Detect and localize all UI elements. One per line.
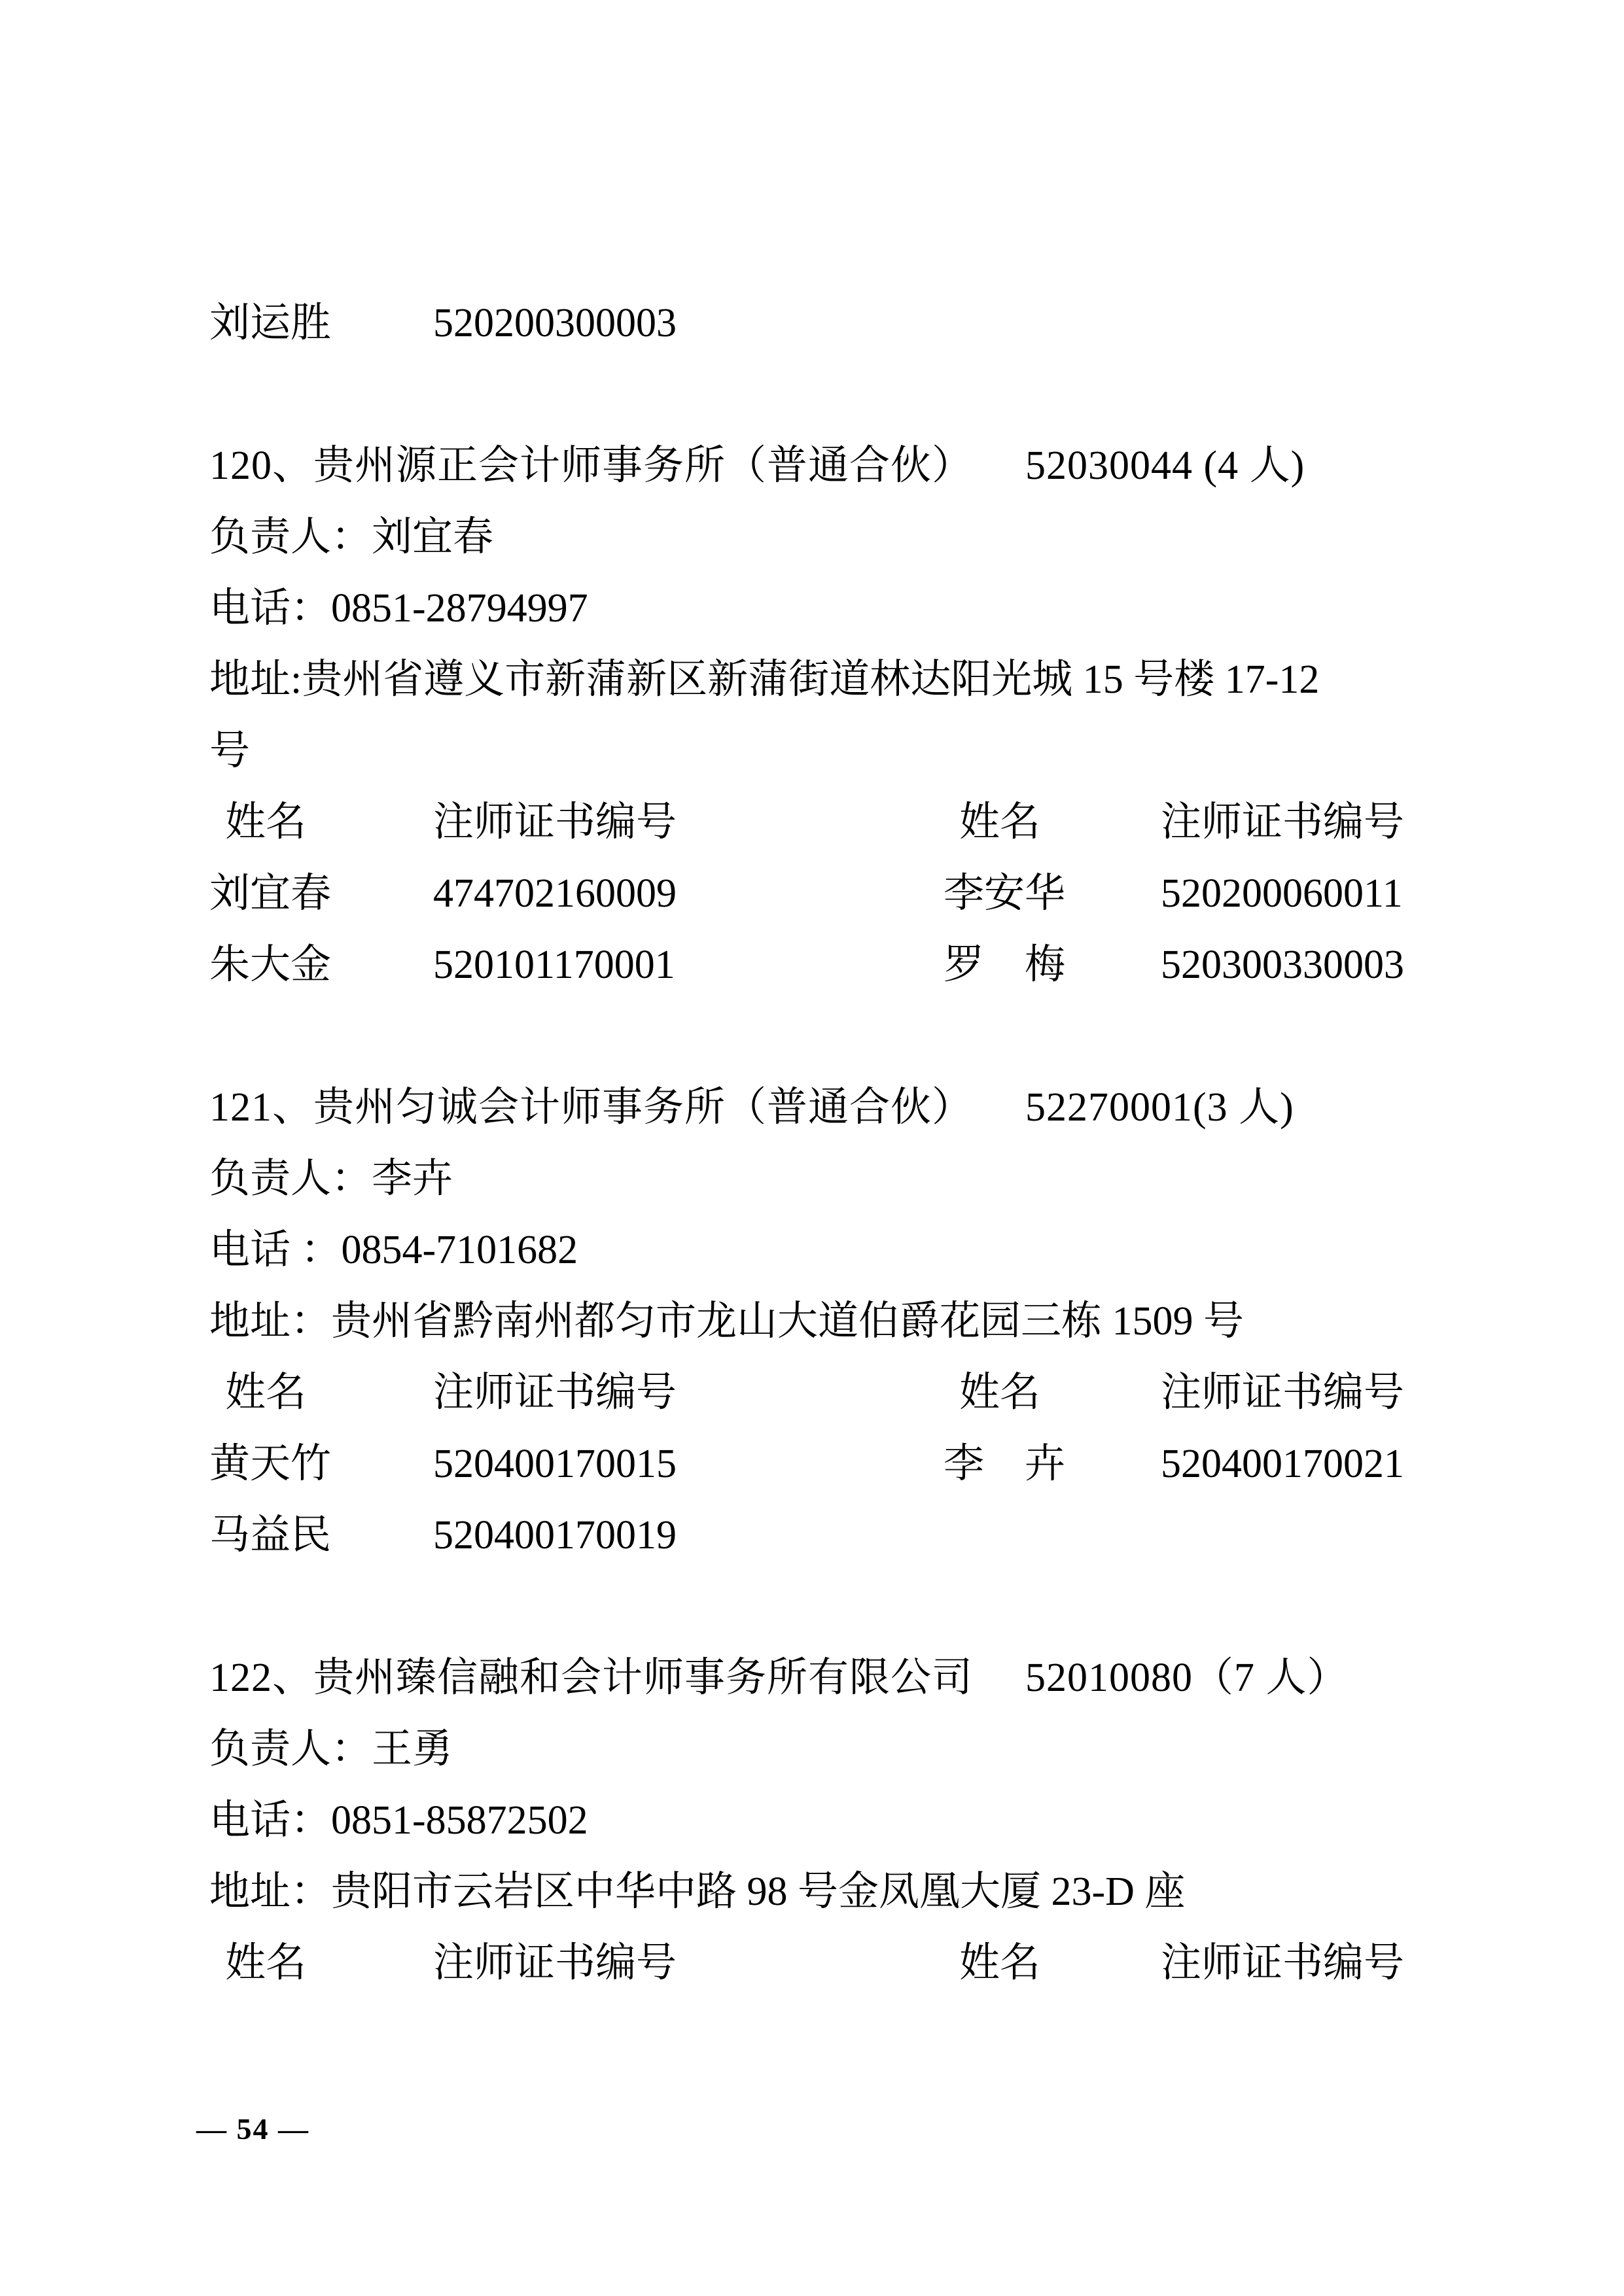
firm-code: 52270001(3 人) xyxy=(1025,1085,1294,1130)
leader-name: 王勇 xyxy=(372,1727,453,1771)
person-name: 李安华 xyxy=(944,871,1066,916)
cert-column-header: 注师证书编号 xyxy=(1161,1941,1405,1985)
firm-122-leader-line xyxy=(209,1714,1426,1785)
leader-label: 负责人： xyxy=(209,1727,372,1771)
leader-name: 李卉 xyxy=(372,1157,453,1201)
name-column-header: 姓名 xyxy=(225,1370,307,1415)
table-row xyxy=(209,930,1426,1001)
cert-number: 520200300003 xyxy=(433,301,677,345)
firm-name: 贵州臻信融和会计师事务所有限公司 xyxy=(313,1656,974,1700)
cert-number: 474702160009 xyxy=(433,871,677,916)
firm-120-address-line-2 xyxy=(209,716,1426,787)
firm-number: 122、 xyxy=(209,1656,314,1700)
person-name: 罗 梅 xyxy=(944,943,1066,987)
leader-label: 负责人： xyxy=(209,515,372,559)
name-column-header: 姓名 xyxy=(959,1941,1041,1985)
table-row xyxy=(209,1429,1426,1500)
firm-120-phone-line xyxy=(209,573,1426,644)
person-name xyxy=(944,1500,1161,1571)
cert-column-header: 注师证书编号 xyxy=(433,1370,677,1415)
cert-number: 520200060011 xyxy=(1161,871,1403,916)
firm-121-address-line xyxy=(209,1286,1426,1357)
firm-122-table-header xyxy=(209,1928,1426,1999)
page-number: — 54 — xyxy=(196,2112,309,2146)
person-name: 朱大金 xyxy=(209,943,332,987)
firm-122-heading xyxy=(209,1643,1426,1714)
address-text: 贵州省遵义市新蒲新区新蒲街道林达阳光城 15 号楼 17-12 xyxy=(302,657,1320,702)
person-name: 李 卉 xyxy=(944,1442,1066,1486)
cert-number: 520400170021 xyxy=(1161,1442,1404,1486)
person-name: 刘宜春 xyxy=(209,871,332,916)
phone-label: 电话： xyxy=(209,1798,332,1843)
cert-number: 520300330003 xyxy=(1161,943,1404,987)
address-label: 地址： xyxy=(209,1870,332,1914)
person-name: 刘运胜 xyxy=(209,301,332,345)
firm-122-phone-line xyxy=(209,1785,1426,1856)
leader-name: 刘宜春 xyxy=(372,515,494,559)
cert-column-header: 注师证书编号 xyxy=(1161,800,1405,844)
firm-code: 52030044 (4 人) xyxy=(1025,444,1305,488)
table-row xyxy=(209,1500,1426,1571)
leader-label: 负责人： xyxy=(209,1157,372,1201)
firm-120-address-line xyxy=(209,644,1426,716)
spacer-line xyxy=(209,1571,1426,1643)
carryover-member-row xyxy=(209,288,1426,359)
name-column-header: 姓名 xyxy=(959,800,1041,844)
firm-120-heading xyxy=(209,430,1426,502)
firm-number: 120、 xyxy=(209,444,314,488)
name-column-header: 姓名 xyxy=(959,1370,1041,1415)
firm-code: 52010080（7 人） xyxy=(1025,1656,1349,1700)
firm-number: 121、 xyxy=(209,1085,314,1130)
address-label: 地址: xyxy=(209,657,302,702)
firm-120-leader-line xyxy=(209,502,1426,573)
cert-number: 520400170019 xyxy=(433,1513,677,1557)
address-label: 地址： xyxy=(209,1299,332,1344)
firm-121-heading xyxy=(209,1072,1426,1143)
firm-name: 贵州源正会计师事务所（普通合伙） xyxy=(313,444,974,488)
phone-label: 电话： xyxy=(209,586,332,631)
cert-number: 520400170015 xyxy=(433,1442,677,1486)
phone-number: 0851-85872502 xyxy=(331,1798,588,1843)
phone-number: 0854-7101682 xyxy=(341,1228,578,1272)
firm-name: 贵州匀诚会计师事务所（普通合伙） xyxy=(313,1085,974,1130)
address-text-continued: 号 xyxy=(209,729,251,773)
spacer-line xyxy=(209,1001,1426,1072)
table-row xyxy=(209,858,1426,930)
cert-column-header: 注师证书编号 xyxy=(433,800,677,844)
firm-121-phone-line xyxy=(209,1215,1426,1286)
address-text: 贵阳市云岩区中华中路 98 号金凤凰大厦 23-D 座 xyxy=(331,1870,1186,1914)
page-content xyxy=(209,288,1426,1999)
cert-number: 520101170001 xyxy=(433,943,675,987)
phone-label: 电话 ： xyxy=(209,1228,342,1272)
phone-number: 0851-28794997 xyxy=(331,586,588,631)
firm-122-address-line xyxy=(209,1856,1426,1928)
name-column-header: 姓名 xyxy=(225,1941,307,1985)
cert-number xyxy=(1161,1500,1426,1571)
firm-121-table-header xyxy=(209,1357,1426,1429)
cert-column-header: 注师证书编号 xyxy=(433,1941,677,1985)
name-column-header: 姓名 xyxy=(225,800,307,844)
person-name: 马益民 xyxy=(209,1513,332,1557)
person-name: 黄天竹 xyxy=(209,1442,332,1486)
firm-120-table-header xyxy=(209,787,1426,858)
spacer-line xyxy=(209,359,1426,430)
firm-121-leader-line xyxy=(209,1143,1426,1215)
address-text: 贵州省黔南州都匀市龙山大道伯爵花园三栋 1509 号 xyxy=(331,1299,1244,1344)
cert-column-header: 注师证书编号 xyxy=(1161,1370,1405,1415)
